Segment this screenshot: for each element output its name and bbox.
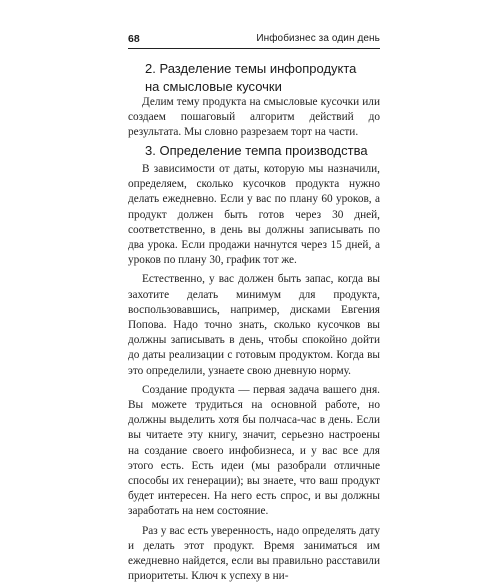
paragraph: Делим тему продукта на смысловые кусочки или создаем пошаговый алгоритм действий до результата. Мы словно разрезаем торт на части. <box>128 96 380 139</box>
paragraph: Раз у вас есть уверенность, надо определять дату и делать этот продукт. Время заниматься им ежедневно найдется, если вы правильно расставили приоритеты. Ключ к успеху в ни- <box>128 524 380 583</box>
running-title: Инфобизнес за один день <box>256 33 380 44</box>
header-rule <box>128 48 380 49</box>
section-heading-division <box>145 60 380 96</box>
section-pace-body <box>128 162 380 584</box>
running-head <box>128 33 380 49</box>
section-heading-division-line-2: на смысловые кусочки <box>145 79 282 94</box>
section-division-body <box>128 95 380 141</box>
section-heading-division-line-1: 2. Разделение темы инфопродукта <box>145 61 357 76</box>
paragraph: Естественно, у вас должен быть запас, когда вы захотите делать минимум для продукта, воспользовавшись, например, дисками Евгения Попова. Надо точно знать, сколько кусочков вы должны записывать в день, чтобы спокойно дойти до даты реализации с готовым продуктом. Когда вы это определили, узнаете свою дневную норму. <box>128 273 380 377</box>
section-heading-pace: 3. Определение темпа производства <box>145 143 368 158</box>
paragraph: В зависимости от даты, которую мы назначили, определяем, сколько кусочков продукта нужно делать ежедневно. Если у вас по плану 60 уроков, а продукт должен быть готов через 30 дней, соответственно, в день вы должны записывать по два урока. Если продажи начнутся через 15 дней, а уроков по плану 30, график тот же. <box>128 163 380 267</box>
page-number: 68 <box>128 33 140 45</box>
paragraph: Создание продукта — первая задача вашего дня. Вы можете трудиться на основной работе, но должны выделить хотя бы полчаса-час в день. Если вы читаете эту книгу, значит, серьезно настроены на создание своего инфобизнеса, и у вас все для этого есть. Есть идеи (мы разобрали отличные способы их генерации); вы знаете, что ваш продукт будет интересен. На него есть спрос, и вы должны заработать на нем состояние. <box>128 383 380 518</box>
